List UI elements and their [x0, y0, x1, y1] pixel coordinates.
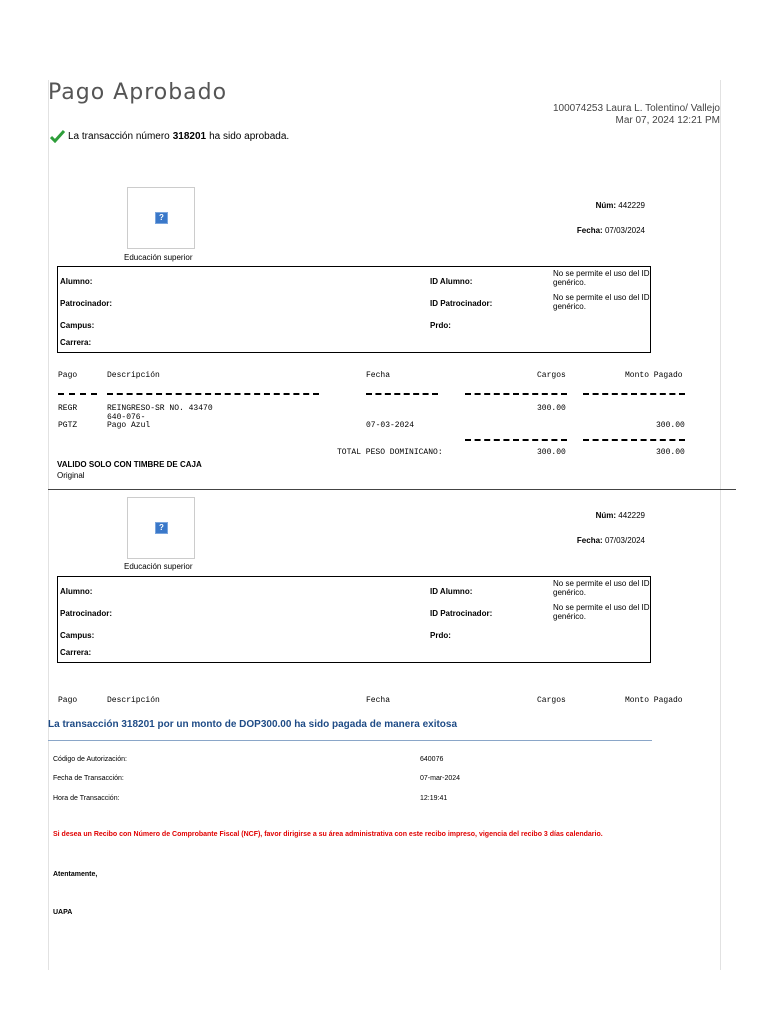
right-border: [720, 80, 721, 970]
carrera-label: Carrera:: [60, 648, 92, 657]
alumno-label: Alumno:: [60, 277, 93, 286]
valido-notice: VALIDO SOLO CON TIMBRE DE CAJA: [57, 460, 202, 469]
row-cargos: 300.00: [537, 404, 566, 413]
copy-label: Original: [57, 471, 85, 480]
num-label: Núm:: [595, 201, 617, 210]
section-divider: [48, 489, 736, 490]
col-pago: Pago: [58, 371, 78, 380]
fecha-value: 07/03/2024: [604, 536, 645, 545]
divider: [107, 393, 319, 395]
prdo-label: Prdo:: [430, 321, 451, 330]
id-patrocinador-note: No se permite el uso del ID genérico.: [553, 293, 650, 311]
closing-text: Atentamente,: [53, 871, 98, 878]
fecha-value: 07/03/2024: [604, 226, 645, 235]
approval-message: [50, 130, 289, 143]
student-info-box: [57, 266, 651, 353]
user-line: 100074253 Laura L. Tolentino/ Vallejo: [553, 103, 720, 114]
row-fecha: 07-03-2024: [366, 421, 415, 430]
campus-label: Campus:: [60, 631, 95, 640]
divider: [465, 439, 567, 441]
row-pago: REGR: [58, 404, 78, 413]
total-cargos: 300.00: [537, 448, 566, 457]
signature: UAPA: [53, 909, 73, 916]
transaction-time-label: Hora de Transacción:: [53, 795, 120, 802]
id-alumno-note: No se permite el uso del ID genérico.: [553, 579, 650, 597]
num-label: Núm:: [595, 511, 617, 520]
student-info-box: [57, 576, 651, 663]
transaction-date-label: Fecha de Transacción:: [53, 775, 124, 782]
divider: [583, 439, 685, 441]
page-title: Pago Aprobado: [48, 80, 228, 105]
institution-logo: [127, 497, 195, 559]
num-value: 442229: [618, 201, 645, 210]
left-border: [48, 80, 49, 970]
approval-number: 318201: [172, 131, 207, 142]
id-patrocinador-label: ID Patrocinador:: [430, 609, 493, 618]
col-pago: Pago: [58, 696, 78, 705]
header-datetime: Mar 07, 2024 12:21 PM: [615, 115, 720, 126]
divider: [465, 393, 567, 395]
user-info: [553, 103, 720, 127]
col-monto: Monto Pagado: [625, 371, 683, 380]
col-descripcion: Descripción: [107, 696, 160, 705]
patrocinador-label: Patrocinador:: [60, 299, 113, 308]
id-alumno-label: ID Alumno:: [430, 277, 473, 286]
num-value: 442229: [618, 511, 645, 520]
checkmark-icon: [50, 130, 65, 143]
payment-success-message: La transacción 318201 por un monto de DOP300.00 ha sido pagada de manera exitosa: [48, 719, 458, 730]
receipt-date: [540, 226, 645, 235]
logo-caption: Educación superior: [124, 562, 193, 571]
total-monto: 300.00: [656, 448, 685, 457]
transaction-date-value: 07-mar-2024: [420, 775, 461, 782]
receipt-date: [540, 536, 645, 545]
fecha-label: Fecha:: [576, 536, 603, 545]
total-label: TOTAL PESO DOMINICANO:: [337, 448, 443, 457]
auth-code-label: Código de Autorización:: [53, 756, 127, 763]
approval-prefix: La transacción número: [68, 131, 170, 142]
alumno-label: Alumno:: [60, 587, 93, 596]
col-cargos: Cargos: [537, 371, 566, 380]
id-patrocinador-label: ID Patrocinador:: [430, 299, 493, 308]
row-pago: PGTZ: [58, 421, 78, 430]
divider: [58, 393, 97, 395]
auth-code-value: 640076: [420, 756, 444, 763]
divider: [583, 393, 685, 395]
col-descripcion: Descripción: [107, 371, 160, 380]
divider: [366, 393, 438, 395]
fecha-label: Fecha:: [576, 226, 603, 235]
id-alumno-label: ID Alumno:: [430, 587, 473, 596]
id-patrocinador-note: No se permite el uso del ID genérico.: [553, 603, 650, 621]
row-descripcion: REINGRESO-SR NO. 43470: [107, 404, 213, 413]
broken-image-icon: ?: [155, 522, 168, 534]
col-cargos: Cargos: [537, 696, 566, 705]
transaction-time-value: 12:19:41: [420, 795, 448, 802]
campus-label: Campus:: [60, 321, 95, 330]
prdo-label: Prdo:: [430, 631, 451, 640]
ncf-warning: Si desea un Recibo con Número de Comprobante Fiscal (NCF), favor dirigirse a su área administrativa con este recibo impreso, vigencia del recibo 3 días calendario.: [53, 831, 603, 838]
col-monto: Monto Pagado: [625, 696, 683, 705]
logo-caption: Educación superior: [124, 253, 193, 262]
patrocinador-label: Patrocinador:: [60, 609, 113, 618]
confirmation-divider: [48, 740, 652, 741]
col-fecha: Fecha: [366, 371, 391, 380]
id-alumno-note: No se permite el uso del ID genérico.: [553, 269, 650, 287]
broken-image-icon: ?: [155, 212, 168, 224]
receipt-number: [540, 201, 645, 210]
carrera-label: Carrera:: [60, 338, 92, 347]
receipt-number: [540, 511, 645, 520]
row-descripcion-2: 640-076-: [107, 413, 146, 422]
row-monto: 300.00: [656, 421, 685, 430]
institution-logo: [127, 187, 195, 249]
row-descripcion: Pago Azul: [107, 421, 151, 430]
col-fecha: Fecha: [366, 696, 391, 705]
approval-suffix: ha sido aprobada.: [209, 131, 290, 142]
